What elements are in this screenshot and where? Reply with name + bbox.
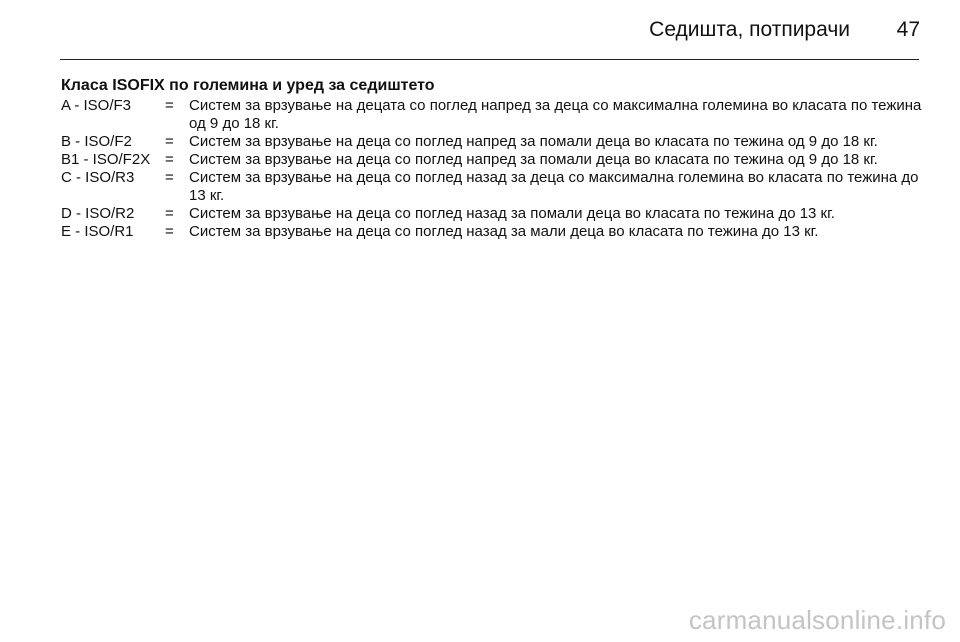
header-divider [60, 59, 919, 60]
definition-text: Систем за врзување на деца со поглед назад за мали деца во класата по тежина до 13 кг. [189, 223, 819, 240]
definition-item-c [61, 169, 931, 205]
definition-list [61, 97, 931, 241]
definition-item-e [61, 223, 931, 241]
definition-separator: = [165, 151, 174, 168]
definition-separator: = [165, 169, 174, 186]
definition-text: Систем за врзување на деца со поглед напред за помали деца во класата по тежина од 9 до 18 кг. [189, 133, 878, 150]
site-watermark: carmanualsonline.info [688, 605, 946, 635]
page-title: Седишта, потпирачи [649, 18, 850, 41]
page-header [0, 0, 960, 62]
definition-item-a [61, 97, 931, 133]
definition-term: A - ISO/F3 [61, 97, 132, 114]
definition-item-b1 [61, 151, 931, 169]
definition-separator: = [165, 205, 174, 222]
definition-text: Систем за врзување на деца со поглед напред за помали деца во класата по тежина од 9 до 18 кг. [189, 151, 878, 168]
definition-term: D - ISO/R2 [61, 205, 135, 222]
definition-term: B1 - ISO/F2X [61, 151, 151, 168]
page-number: 47 [896, 18, 920, 41]
section-heading: Класа ISOFIX по големина и уред за седиштето [61, 77, 435, 94]
definition-term: C - ISO/R3 [61, 169, 135, 186]
document-body [61, 76, 931, 241]
definition-text: Систем за врзување на деца со поглед назад за деца со максимална големина во класата по тежина до 13 кг. [189, 169, 919, 204]
definition-item-b [61, 133, 931, 151]
definition-separator: = [165, 223, 174, 240]
definition-separator: = [165, 133, 174, 150]
definition-term: B - ISO/F2 [61, 133, 132, 150]
definition-separator: = [165, 97, 174, 114]
definition-text: Систем за врзување на децата со поглед напред за деца со максимална големина во класата по тежина од 9 до 18 кг. [189, 97, 922, 132]
definition-text: Систем за врзување на деца со поглед назад за помали деца во класата по тежина до 13 кг. [189, 205, 835, 222]
definition-item-d [61, 205, 931, 223]
definition-term: E - ISO/R1 [61, 223, 134, 240]
